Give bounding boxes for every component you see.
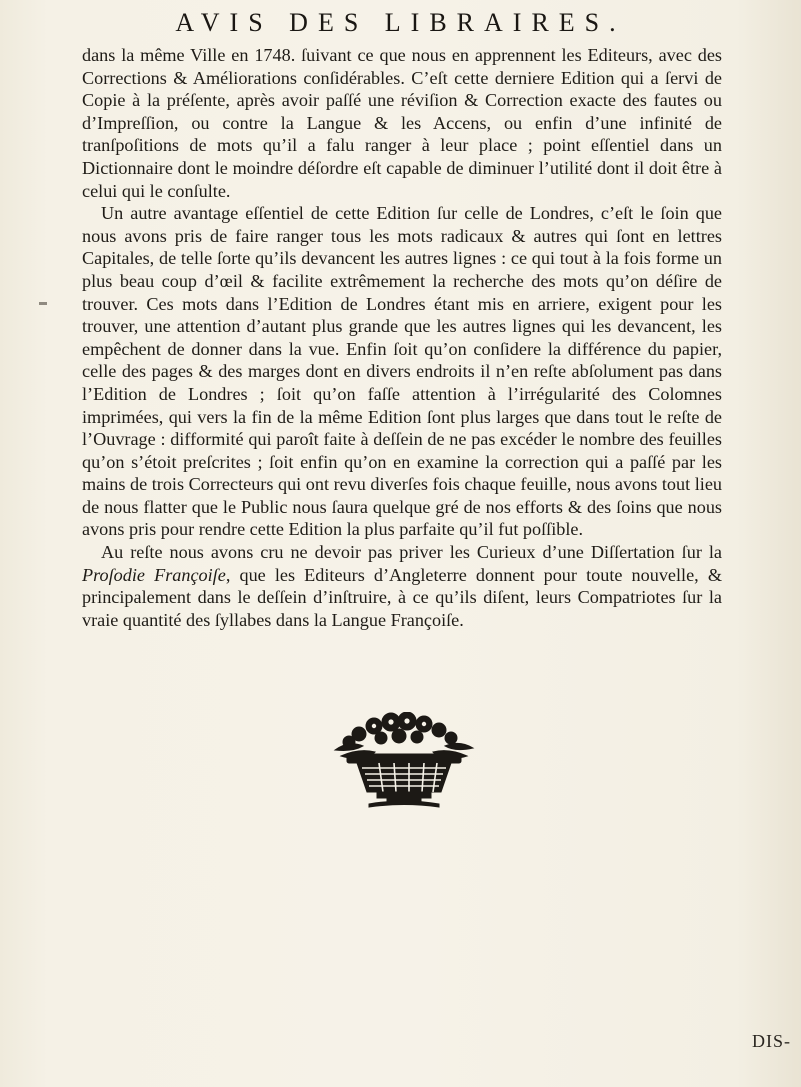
body-text (82, 44, 722, 631)
margin-mark (39, 302, 47, 305)
paragraph-3 (82, 541, 722, 631)
running-title: AVIS DES LIBRAIRES. (175, 8, 626, 37)
paragraph-1: dans la même Ville en 1748. ſuivant ce que nous en apprennent les Editeurs, avec des Corrections & Améliorations conſidérables. C’eſt cette derniere Edition qui a ſervi de Copie à la préſente, après avoir paſſé une réviſion & Correction exacte des fautes ou d’Impreſſion, ou contre la Langue & les Accens, ou enfin d’une infinité de tranſpoſitions de mots qu’il a falu ranger à leur place ; point eſſentiel dans un Dictionnaire dont le moindre déſordre eſt capable de diminuer l’utilité dont il doit être à celui qui le conſulte. (82, 45, 722, 201)
basket-ornament-icon (329, 712, 479, 812)
prosodie-title: Proſodie Françoiſe (82, 564, 226, 585)
paragraph-3-end: , que les Editeurs d’Angleterre donnent pour toute nouvelle, & principalement dans le deſſein d’inſtruire, à ce qu’ils diſent, leurs Compatriotes ſur la vraie quantité des ſyllabes dans la Langue Françoiſe. (82, 564, 722, 630)
paragraph-3-start: Au reſte nous avons cru ne devoir pas priver les Curieux d’une Diſſertation ſur la (101, 542, 722, 563)
paragraph-2: Un autre avantage eſſentiel de cette Edition ſur celle de Londres, c’eſt le ſoin que nous avons pris de faire ranger tous les mots radicaux & autres qui ſont en lettres Capitales, de telle ſorte qu’ils devancent les autres lignes : ce qui tout à la fois forme un plus beau coup d’œil & facilite extrêmement la recherche des mots qu’on déſire de trouver. Ces mots dans l’Edition de Londres étant mis en arriere, exigent pour les trouver, une attention d’autant plus grande que les autres lignes qui les devancent, les empêchent de donner dans la vue. Enfin ſoit qu’on conſidere la différence du papier, celle des pages & des marges dont en divers endroits il n’en reſte abſolument pas dans l’Edition de Londres ; ſoit qu’on faſſe attention à l’irrégularité des Colomnes imprimées, qui vers la fin de la même Edition ſont plus larges que dans tout le reſte de l’Ouvrage : difformité qui paroît faite à deſſein de ne pas excéder le nombre des feuilles qu’on s’étoit preſcrites ; ſoit enfin qu’on en examine la correction qui a paſſé par les mains de trois Correcteurs qui ont revu diverſes fois chaque feuille, nous avons tout lieu de nous flatter que le Public nous ſaura quelque gré de nos efforts & des ſoins que nous avons pris pour rendre cette Edition la plus parfaite qu’il fut poſſible. (82, 203, 722, 540)
flower-cluster-icon (335, 712, 473, 759)
catchword: DIS- (752, 1031, 791, 1051)
